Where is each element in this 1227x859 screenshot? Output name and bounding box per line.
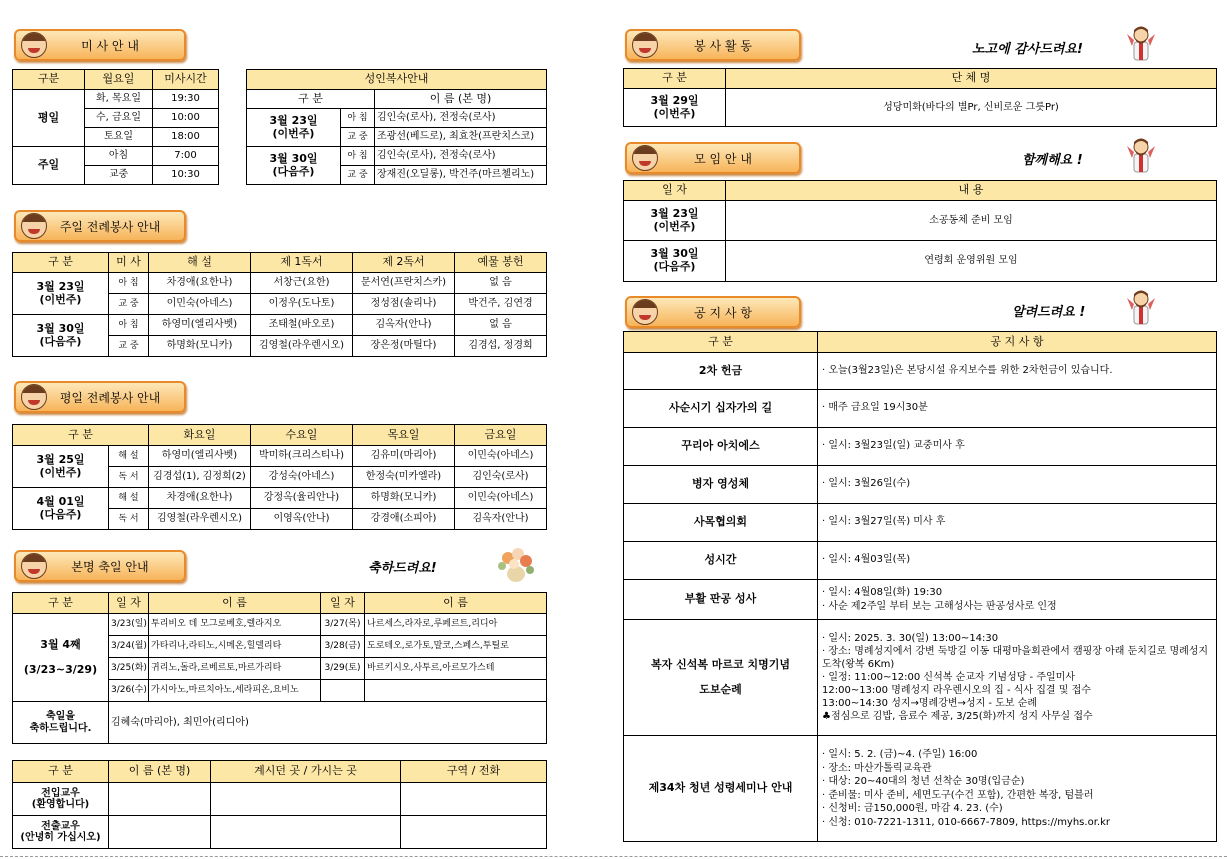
meeting-date: 3월 23일 (이번주)	[624, 201, 726, 241]
col-header: 구 분	[13, 593, 109, 614]
table-cell: 독 서	[109, 467, 149, 488]
mass-label: 교 중	[341, 128, 375, 147]
feast-names: 투리비오 데 모그로베호,렐라지오	[149, 614, 321, 636]
weekday-liturgy-header: 평일 전례봉사 안내	[14, 381, 186, 413]
col-header: 금요일	[455, 425, 547, 446]
table-cell: 강정옥(율리안나)	[251, 488, 353, 509]
feast-date: 3/25(화)	[109, 658, 149, 680]
meeting-header: 모 임 안 내	[625, 142, 801, 174]
col-header: 이 름 (본 명)	[109, 761, 211, 783]
feast-names	[365, 680, 547, 702]
table-cell: 하명화(모니카)	[149, 336, 251, 357]
table-cell	[401, 783, 547, 816]
table-cell: 이민숙(아네스)	[149, 294, 251, 315]
notice-body: · 일시: 3월26일(수)	[818, 466, 1217, 504]
mass-label: 아 침	[341, 109, 375, 128]
bottom-divider	[0, 856, 1227, 857]
sunday-liturgy-header: 주일 전례봉사 안내	[14, 210, 186, 242]
adult-server-title: 성인복사안내	[247, 70, 547, 90]
jesus-cartoon-icon	[1124, 136, 1158, 174]
notice-title: 병자 영성체	[624, 466, 818, 504]
table-cell: 이민숙(아네스)	[455, 488, 547, 509]
table-cell: 하영미(엘리사벳)	[149, 315, 251, 336]
meeting-slogan: 함께해요 !	[1022, 153, 1083, 168]
col-header: 구분	[13, 70, 85, 90]
feast-date: 3/28(금)	[321, 636, 365, 658]
table-cell: 해 설	[109, 488, 149, 509]
table-cell: 하명화(모니카)	[353, 488, 455, 509]
liturgy-date: 3월 23일 (이번주)	[13, 273, 109, 315]
col-header: 단 체 명	[726, 69, 1217, 89]
meeting-date: 3월 30일 (다음주)	[624, 241, 726, 282]
col-header: 일 자	[321, 593, 365, 614]
flower-bouquet-icon	[494, 544, 538, 584]
table-cell: 조태철(바오로)	[251, 315, 353, 336]
table-cell: 서창근(요한)	[251, 273, 353, 294]
meeting-content: 소공동체 준비 모임	[726, 201, 1217, 241]
notice-body: · 일시: 3월27일(목) 미사 후	[818, 504, 1217, 542]
col-header: 수요일	[251, 425, 353, 446]
col-header: 공 지 사 항	[818, 332, 1217, 353]
congrats-names: 김혜숙(마리아), 최민아(리디아)	[109, 702, 547, 744]
notice-title: 2차 헌금	[624, 353, 818, 390]
col-header: 내 용	[726, 181, 1217, 201]
transfer-out-label: 전출교우 (안녕히 가십시오)	[13, 816, 109, 849]
table-cell: 박건주, 김연경	[455, 294, 547, 315]
table-cell: 강경애(소피아)	[353, 509, 455, 530]
server-names: 김인숙(로사), 전정숙(로사)	[375, 109, 547, 128]
table-cell: 김경섭, 정경희	[455, 336, 547, 357]
service-date: 3월 29일 (이번주)	[624, 89, 726, 127]
table-cell: 없 음	[455, 315, 547, 336]
notice-title: 성시간	[624, 542, 818, 580]
mass-time: 18:00	[153, 128, 219, 147]
sunday-liturgy-table	[12, 252, 547, 357]
table-cell: 박미하(크리스티나)	[251, 446, 353, 467]
meeting-content: 연령회 운영위원 모임	[726, 241, 1217, 282]
mass-day: 토요일	[85, 128, 153, 147]
col-header: 이 름 (본 명)	[375, 90, 547, 109]
table-cell: 이영옥(안나)	[251, 509, 353, 530]
jesus-cartoon-icon	[1124, 24, 1158, 62]
feast-date: 3/27(목)	[321, 614, 365, 636]
col-header: 화요일	[149, 425, 251, 446]
col-header: 해 설	[149, 253, 251, 273]
mass-label: 아 침	[341, 147, 375, 166]
col-header: 미사시간	[153, 70, 219, 90]
notice-body: · 오늘(3월23일)은 본당시설 유지보수를 위한 2차헌금이 있습니다.	[818, 353, 1217, 390]
mass-time: 7:00	[153, 147, 219, 166]
table-cell: 김옥자(안나)	[455, 509, 547, 530]
notice-body: · 일시: 4월08일(화) 19:30 · 사순 제2주일 부터 보는 고해성사는 판공성사로 인정	[818, 580, 1217, 620]
liturgy-date: 4월 01일 (다음주)	[13, 488, 109, 530]
notice-title: 제34차 청년 성령세미나 안내	[624, 736, 818, 842]
table-cell: 김옥자(안나)	[353, 315, 455, 336]
table-cell: 이민숙(아네스)	[455, 446, 547, 467]
table-cell: 장은정(마틸다)	[353, 336, 455, 357]
feast-date: 3/26(수)	[109, 680, 149, 702]
feast-date	[321, 680, 365, 702]
feast-names: 바르키시오,사투르,아르모가스테	[365, 658, 547, 680]
feast-names: 도로테오,로가토,말코,스페스,투틸로	[365, 636, 547, 658]
col-header: 월요일	[85, 70, 153, 90]
table-cell: 차경애(요한나)	[149, 273, 251, 294]
feast-names: 귀리노,돌라,르베르토,마르가리타	[149, 658, 321, 680]
notice-body: · 일시: 5. 2. (금)~4. (주일) 16:00 · 장소: 마산가톨릭교육관 · 대상: 20~40대의 청년 선착순 30명(입금순) · 준비물: 미사 준비, 세면도구(수건 포함), 간편한 복장, 텀블러 · 신청비: 금150,000원, 마감 4. 23. (수) · 신청: 010-7221-1311, 010-6667-7809, https://myhs.or.kr	[818, 736, 1217, 842]
feast-table	[12, 592, 547, 744]
table-cell	[211, 783, 401, 816]
table-cell: 김인숙(로사)	[455, 467, 547, 488]
liturgy-date: 3월 25일 (이번주)	[13, 446, 109, 488]
mass-day: 화, 목요일	[85, 90, 153, 109]
col-header: 구 분	[13, 425, 149, 446]
table-cell: 한정숙(미카엘라)	[353, 467, 455, 488]
table-cell	[211, 816, 401, 849]
mass-label: 교 중	[341, 166, 375, 185]
mass-day: 아침	[85, 147, 153, 166]
notice-slogan: 알려드려요 !	[1012, 305, 1086, 320]
mass-time: 10:00	[153, 109, 219, 128]
table-cell: 강성숙(아네스)	[251, 467, 353, 488]
server-names: 김인숙(로사), 전정숙(로사)	[375, 147, 547, 166]
col-header: 구 분	[13, 253, 109, 273]
table-cell: 교 중	[109, 294, 149, 315]
weekday-liturgy-table	[12, 424, 547, 530]
weekday-label: 평일	[13, 90, 85, 147]
table-cell: 이정우(도나토)	[251, 294, 353, 315]
table-cell: 김영철(라우렌시오)	[149, 509, 251, 530]
adult-server-table	[246, 69, 547, 185]
notice-title: 복자 신석복 마르코 치명기념 도보순례	[624, 620, 818, 736]
table-cell: 아 침	[109, 315, 149, 336]
mass-time: 19:30	[153, 90, 219, 109]
service-slogan: 노고에 감사드려요!	[972, 42, 1083, 57]
feast-date: 3/23(일)	[109, 614, 149, 636]
col-header: 구 분	[247, 90, 375, 109]
transfer-in-label: 전입교우 (환영합니다)	[13, 783, 109, 816]
col-header: 이 름	[149, 593, 321, 614]
table-cell: 없 음	[455, 273, 547, 294]
col-header: 구 분	[13, 761, 109, 783]
col-header: 이 름	[365, 593, 547, 614]
table-cell: 해 설	[109, 446, 149, 467]
table-cell: 문서연(프란치스카)	[353, 273, 455, 294]
col-header: 구역 / 전화	[401, 761, 547, 783]
meeting-table	[623, 180, 1217, 282]
liturgy-date: 3월 30일 (다음주)	[13, 315, 109, 357]
notice-table	[623, 331, 1217, 842]
col-header: 제 2독서	[353, 253, 455, 273]
col-header: 일 자	[624, 181, 726, 201]
col-header: 구 분	[624, 69, 726, 89]
table-cell: 김경섭(1), 김정희(2)	[149, 467, 251, 488]
col-header: 제 1독서	[251, 253, 353, 273]
notice-title: 부활 판공 성사	[624, 580, 818, 620]
col-header: 일 자	[109, 593, 149, 614]
feast-names: 가타리나,라티노,시메온,힐델리타	[149, 636, 321, 658]
col-header: 계시던 곳 / 가시는 곳	[211, 761, 401, 783]
mass-day: 수, 금요일	[85, 109, 153, 128]
table-cell	[109, 783, 211, 816]
feast-header: 본명 축일 안내	[14, 550, 186, 582]
server-date: 3월 23일 (이번주)	[247, 109, 341, 147]
table-cell: 차경애(요한나)	[149, 488, 251, 509]
service-header: 봉 사 활 동	[625, 29, 801, 61]
table-cell	[109, 816, 211, 849]
col-header: 미 사	[109, 253, 149, 273]
congrats-label: 축일을 축하드립니다.	[13, 702, 109, 744]
service-groups: 성당미화(바다의 별Pr, 신비로운 그릇Pr)	[726, 89, 1217, 127]
sunday-label: 주일	[13, 147, 85, 185]
feast-names: 나르세스,라자로,루페르트,리디아	[365, 614, 547, 636]
feast-names: 가시아노,마르치아노,세라피온,요비노	[149, 680, 321, 702]
table-cell: 김영철(라우렌시오)	[251, 336, 353, 357]
notice-body: · 일시: 3월23일(일) 교중미사 후	[818, 428, 1217, 466]
service-table	[623, 68, 1217, 127]
transfer-table	[12, 760, 547, 849]
table-cell	[401, 816, 547, 849]
mass-day: 교중	[85, 166, 153, 185]
notice-title: 꾸리아 아치에스	[624, 428, 818, 466]
notice-title: 사목협의회	[624, 504, 818, 542]
notice-body: · 매주 금요일 19시30분	[818, 390, 1217, 428]
feast-slogan: 축하드려요!	[368, 561, 437, 576]
col-header: 목요일	[353, 425, 455, 446]
jesus-cartoon-icon	[1124, 288, 1158, 326]
mass-time: 10:30	[153, 166, 219, 185]
notice-header: 공 지 사 항	[625, 296, 801, 328]
notice-body: · 일시: 4월03일(목)	[818, 542, 1217, 580]
col-header: 구 분	[624, 332, 818, 353]
server-names: 장재진(오딜롱), 박건주(마르첼리노)	[375, 166, 547, 185]
feast-date: 3/29(토)	[321, 658, 365, 680]
table-cell: 김유미(마리아)	[353, 446, 455, 467]
table-cell: 아 침	[109, 273, 149, 294]
notice-title: 사순시기 십자가의 길	[624, 390, 818, 428]
table-cell: 독 서	[109, 509, 149, 530]
mass-header: 미 사 안 내	[14, 29, 186, 61]
feast-date: 3/24(월)	[109, 636, 149, 658]
table-cell: 하영미(엘리사벳)	[149, 446, 251, 467]
server-names: 조광선(베드로), 최효찬(프란치스코)	[375, 128, 547, 147]
table-cell: 교 중	[109, 336, 149, 357]
server-date: 3월 30일 (다음주)	[247, 147, 341, 185]
col-header: 예물 봉헌	[455, 253, 547, 273]
mass-table	[12, 69, 219, 185]
table-cell: 정성점(솔리나)	[353, 294, 455, 315]
notice-body: · 일시: 2025. 3. 30(일) 13:00~14:30 · 장소: 명례성지에서 강변 둑방길 이동 대평마을회관에서 캠핑장 아래 둔치길로 명례성지 도착(왕복 6Km) · 일정: 11:00~12:00 신석복 순교자 기념성당 - 주일미사 12:00~13:00 명례성지 라우렌시오의 집 - 식사 집결 및 접수 13:00~14:30 성지→명례강변→성지 - 도보 순례 ♣점심으로 김밥, 음료수 제공, 3/25(화)까지 성지 사무실 접수	[818, 620, 1217, 736]
feast-period: 3월 4째 (3/23~3/29)	[13, 614, 109, 702]
